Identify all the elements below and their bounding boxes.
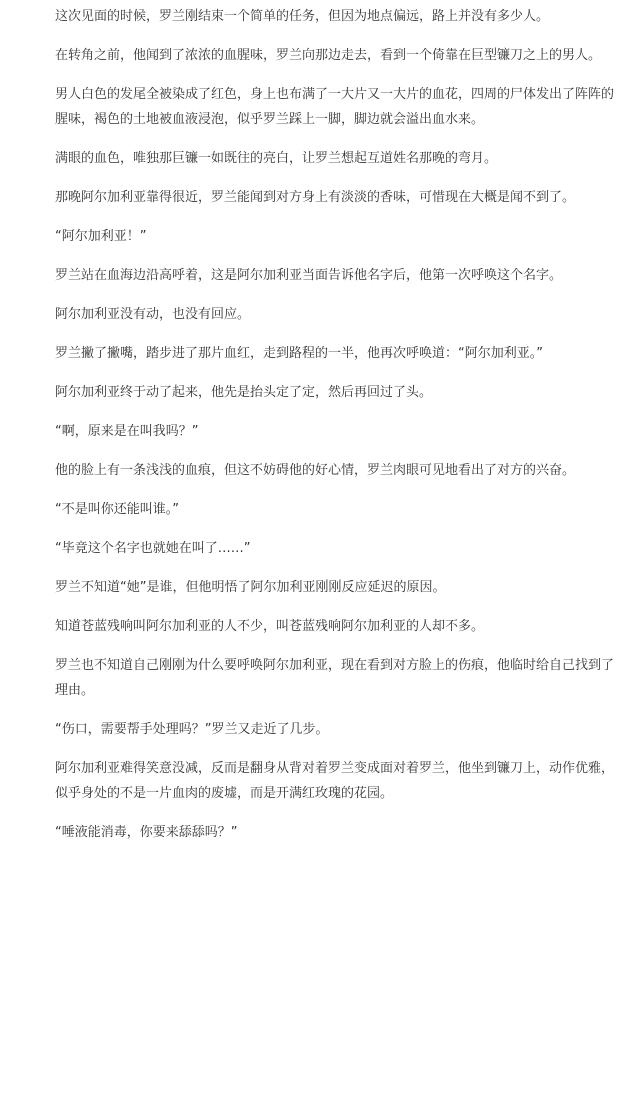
paragraph: 在转角之前，他闻到了浓浓的血腥味，罗兰向那边走去，看到一个倚靠在巨型镰刀之上的男人。 — [55, 48, 602, 63]
paragraph: 知道苍蓝残响叫阿尔加利亚的人不少，叫苍蓝残响阿尔加利亚的人却不多。 — [55, 619, 485, 634]
paragraph: 他的脸上有一条浅浅的血痕，但这不妨碍他的好心情，罗兰肉眼可见地看出了对方的兴奋。 — [55, 463, 576, 478]
paragraph: 阿尔加利亚终于动了起来，他先是抬头定了定，然后再回过了头。 — [55, 385, 433, 400]
paragraph: “啊，原来是在叫我吗？” — [55, 424, 199, 439]
paragraph: “阿尔加利亚！” — [55, 229, 147, 244]
paragraph: “唾液能消毒，你要来舔舔吗？” — [55, 825, 238, 840]
paragraph: “不是叫你还能叫谁。” — [55, 502, 179, 517]
paragraph: 男人白色的发尾全被染成了红色，身上也布满了一大片又一大片的血花，四周的尸体发出了阵阵的腥味，褐色的土地被血液浸泡，似乎罗兰踩上一脚，脚边就会溢出血水来。 — [55, 87, 615, 127]
paragraph: 阿尔加利亚难得笑意没减，反而是翻身从背对着罗兰变成面对着罗兰，他坐到镰刀上，动作优雅，似乎身处的不是一片血肉的废墟，而是开满红玫瑰的花园。 — [55, 761, 615, 801]
paragraph: 这次见面的时候，罗兰刚结束一个简单的任务，但因为地点偏远，路上并没有多少人。 — [55, 9, 550, 24]
paragraph: 那晚阿尔加利亚靠得很近，罗兰能闻到对方身上有淡淡的香味，可惜现在大概是闻不到了。 — [55, 190, 576, 205]
paragraph: “伤口，需要帮手处理吗？”罗兰又走近了几步。 — [55, 722, 329, 737]
paragraph: 阿尔加利亚没有动，也没有回应。 — [55, 307, 251, 322]
paragraph: 罗兰站在血海边沿高呼着，这是阿尔加利亚当面告诉他名字后，他第一次呼唤这个名字。 — [55, 268, 563, 283]
paragraph: 满眼的血色，唯独那巨镰一如既往的亮白，让罗兰想起互道姓名那晚的弯月。 — [55, 151, 498, 166]
paragraph: “毕竟这个名字也就她在叫了……” — [55, 541, 251, 556]
paragraph: 罗兰不知道“她”是谁，但他明悟了阿尔加利亚刚刚反应延迟的原因。 — [55, 580, 446, 595]
paragraph: 罗兰也不知道自己刚刚为什么要呼唤阿尔加利亚，现在看到对方脸上的伤痕，他临时给自己找到了理由。 — [55, 658, 615, 698]
paragraph: 罗兰撇了撇嘴，踏步进了那片血红，走到路程的一半，他再次呼唤道：“阿尔加利亚。” — [55, 346, 543, 361]
